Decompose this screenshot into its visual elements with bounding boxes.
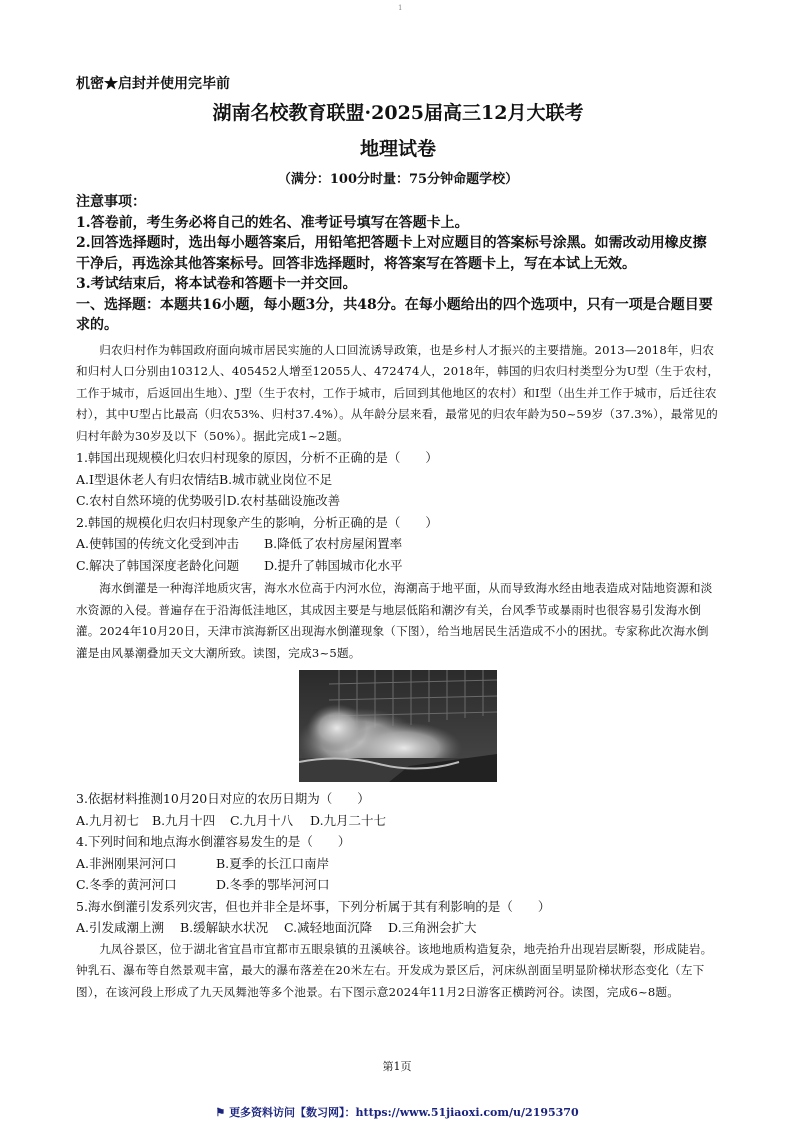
option-a: A.九月初七: [76, 812, 140, 828]
option-a: A.非洲刚果河河口: [76, 855, 177, 871]
sea-water-intrusion-photo: [299, 670, 497, 782]
option-d: D.九月二十七: [310, 812, 387, 828]
question-4-options-row-2: [76, 874, 720, 896]
question-4-options-row-1: [76, 853, 720, 875]
page-number: 第1页: [382, 1060, 412, 1073]
question-3-stem: 3.依据材料推测10月20日对应的农历日期为（ ）: [76, 791, 370, 806]
exam-meta: （满分：100分时量：75分钟命题学校）: [277, 172, 519, 187]
option-d: D.冬季的鄂毕河河口: [216, 877, 330, 892]
option-b: B.夏季的长江口南岸: [216, 855, 330, 871]
top-mark: 1: [398, 4, 403, 12]
photo-container: [76, 670, 720, 782]
notes-heading: 注意事项：: [76, 194, 146, 210]
option-c: C.九月十八: [230, 812, 294, 828]
confidential-label: 机密★启封并使用完毕前: [76, 76, 230, 92]
option-c: C.减轻地面沉降: [284, 920, 373, 935]
question-1-options-row-2: C.农村自然环境的优势吸引D.农村基础设施改善: [76, 493, 341, 508]
flag-icon: ⚑: [215, 1106, 230, 1119]
passage-3: 九凤谷景区，位于湖北省宜昌市宜都市五眼泉镇的丑溪峡谷。该地地质构造复杂，地壳抬升出现岩层断裂，形成陡岩。钟乳石、瀑布等自然景观丰富，最大的瀑布落差在20米左右。开发成为景区后，河床纵剖面呈明显阶梯状形态变化（左下图），在该河段上形成了九天凤舞池等多个池景。右下图示意2024年11月2日游客正横跨河谷。读图，完成6~8题。: [76, 941, 713, 999]
option-a: A.使韩国的传统文化受到冲击: [76, 536, 240, 551]
section-heading: 一、选择题：本题共16小题，每小题3分，共48分。在每小题给出的四个选项中，只有一项是合题目要求的。: [76, 296, 713, 333]
exam-title: 湖南名校教育联盟·2025届高三12月大联考: [212, 102, 584, 124]
option-c: C.冬季的黄河河口: [76, 877, 177, 892]
option-d: D.提升了韩国城市化水平: [264, 557, 403, 573]
question-2-options-row-2: [76, 555, 720, 577]
footer-link[interactable]: [0, 1104, 794, 1120]
passage-2: 海水倒灌是一种海洋地质灾害，海水水位高于内河水位，海潮高于地平面，从而导致海水经由地表造成对陆地资源和淡水资源的入侵。普遍存在于沿海低洼地区，其成因主要是与地层低陷和潮汐有关，台风季节或暴雨时也很容易引发海水倒灌。2024年10月20日，天津市滨海新区出现海水倒灌现象（下图），给当地居民生活造成不小的困扰。专家称此次海水倒灌是由风暴潮叠加天文大潮所致。读图，完成3~5题。: [76, 581, 713, 660]
question-2-options-row-1: [76, 533, 720, 555]
note-item: 3.考试结束后，将本试卷和答题卡一并交回。: [76, 276, 357, 292]
question-5-options: [76, 917, 720, 939]
question-2-stem: 2.韩国的规模化归农归村现象产生的影响，分析正确的是（ ）: [76, 514, 438, 530]
question-3-options: [76, 810, 720, 832]
note-item: 2.回答选择题时，选出每小题答案后，用铅笔把答题卡上对应题目的答案标号涂黑。如需改动用橡皮擦干净后，再选涂其他答案标号。回答非选择题时，将答案写在答题卡上，写在本试上无效。: [76, 235, 707, 272]
passage-1: 归农归村作为韩国政府面向城市居民实施的人口回流诱导政策，也是乡村人才振兴的主要措施。2013—2018年，归农和归村人口分别由10312人、405452人增至12055人、472474人，2018年，韩国的归农归村类型分为U型（生于农村，工作于城市，后返回出生地）、J型（生于农村，工作于城市，后回到其他地区的农村）和Ⅰ型（出生并工作于城市，后迁往农村），其中U型占比最高（归农53%、归村37.4%）。从年龄分层来看，最常见的归农年龄为50~59岁（37.3%），最常见的归村年龄为30岁及以下（50%）。据此完成1~2题。: [76, 342, 720, 443]
option-d: D.三角洲会扩大: [388, 920, 477, 935]
option-b: B.降低了农村房屋闲置率: [264, 536, 403, 551]
exam-page: [76, 74, 720, 1003]
question-4-stem: 4.下列时间和地点海水倒灌容易发生的是（ ）: [76, 834, 351, 849]
exam-subject: 地理试卷: [359, 138, 436, 160]
footer-text: 更多资料访问【数习网】：https://www.51jiaoxi.com/u/2195370: [229, 1106, 579, 1119]
question-5-stem: 5.海水倒灌引发系列灾害，但也并非全是坏事，下列分析属于其有利影响的是（ ）: [76, 898, 551, 914]
option-b: B.缓解缺水状况: [180, 920, 269, 935]
option-b: B.九月十四: [152, 812, 216, 828]
option-c: C.解决了韩国深度老龄化问题: [76, 557, 240, 573]
note-item: 1.答卷前，考生务必将自己的姓名、准考证号填写在答题卡上。: [76, 214, 469, 231]
option-a: A.引发咸潮上溯: [76, 920, 165, 935]
question-1-options-row-1: A.Ⅰ型退休老人有归农情结B.城市就业岗位不足: [76, 471, 333, 487]
question-1-stem: 1.韩国出现规模化归农归村现象的原因，分析不正确的是（ ）: [76, 450, 438, 465]
